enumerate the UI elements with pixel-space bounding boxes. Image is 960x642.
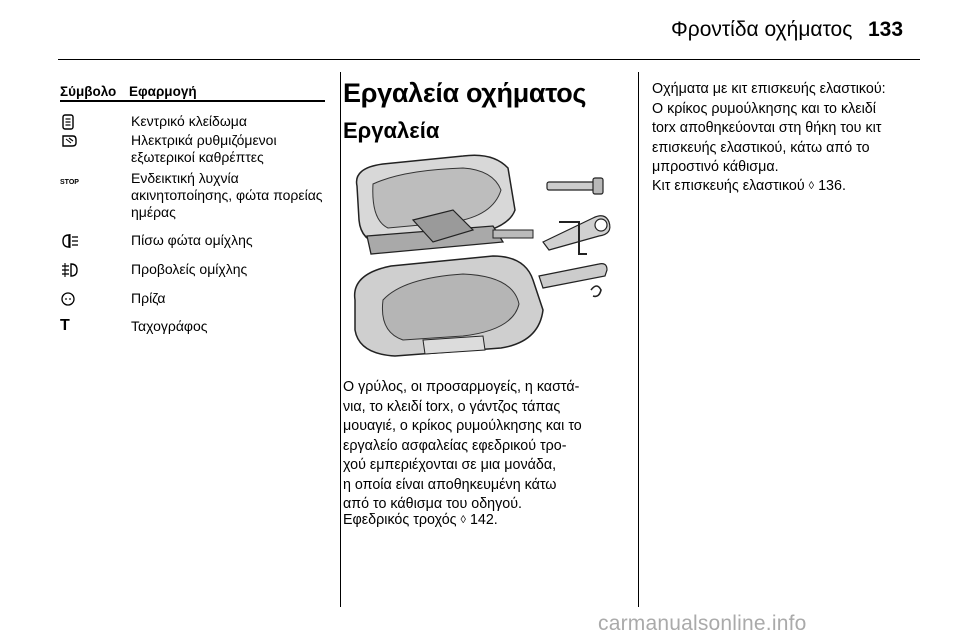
table-row-text: Πρίζα: [131, 290, 166, 306]
column-divider-right: [638, 72, 639, 607]
reference-text: Κιτ επισκευής ελαστικού: [652, 178, 805, 194]
paragraph-line: Οχήματα με κιτ επισκευής ελαστικού:: [652, 81, 886, 97]
table-row-text: Ενδεικτική λυχνία ακινητοποίησης, φώτα πορείας ημέρας: [131, 170, 323, 220]
paragraph-line: Ο κρίκος ρυμούλκησης και το κλειδί: [652, 100, 876, 117]
tachograph-icon: T: [60, 317, 70, 334]
tools-description: [343, 378, 628, 515]
table-row-text: Πίσω φώτα ομίχλης: [131, 232, 253, 248]
symbol-column-header: Σύμβολο: [60, 84, 117, 99]
header-divider: [58, 59, 920, 60]
section-subheading: Εργαλεία: [343, 118, 440, 143]
table-row-text: Προβολείς ομίχλης: [131, 261, 248, 277]
electric-mirror-icon: [60, 133, 82, 149]
reference-page: 142.: [469, 512, 498, 528]
section-heading: Εργαλεία οχήματος: [343, 78, 587, 108]
caption-line: από το κάθισμα του οδηγού.: [343, 496, 523, 512]
reference-text: Εφεδρικός τροχός: [343, 512, 457, 528]
paragraph-line: επισκευής ελαστικού, κάτω από το: [652, 139, 870, 156]
column-divider-left: [340, 72, 341, 607]
caption-line: μουαγιέ, ο κρίκος ρυμούλκησης και το: [343, 418, 582, 434]
table-row-text: Ταχογράφος: [131, 318, 208, 334]
page-number: 133: [868, 18, 904, 41]
page-header-title: Φροντίδα οχήματος: [671, 18, 853, 41]
spare-wheel-reference[interactable]: [343, 511, 628, 531]
tyre-repair-kit-description: [652, 80, 932, 178]
symbol-table-rule: [60, 100, 325, 102]
caption-line: χού εμπεριέχονται σε μια μονάδα,: [343, 457, 557, 473]
socket-icon: [60, 291, 82, 307]
caption-line: η οποία είναι αποθηκευμένη κάτω: [343, 476, 557, 493]
caption-line: Ο γρύλος, οι προσαρμογείς, η καστά-: [343, 379, 580, 395]
table-row-text: Κεντρικό κλείδωμα: [131, 113, 247, 129]
table-row-text: Ηλεκτρικά ρυθμιζόμενοι εξωτερικοί καθρέπτες: [131, 132, 277, 165]
rear-fog-light-icon: [60, 233, 82, 249]
central-lock-icon: [60, 114, 82, 130]
watermark: carmanualsonline.info: [598, 612, 807, 635]
paragraph-line: μπροστινό κάθισμα.: [652, 159, 779, 175]
reference-page: 136.: [818, 178, 846, 194]
application-column-header: Εφαρμογή: [129, 84, 197, 99]
vehicle-tools-illustration: [343, 150, 623, 362]
reference-arrow-icon: ◊: [460, 514, 466, 526]
stop-icon: STOP: [60, 179, 79, 186]
paragraph-line: torx αποθηκεύονται στη θήκη του κιτ: [652, 120, 882, 136]
caption-line: νια, το κλειδί torx, ο γάντζος τάπας: [343, 398, 561, 415]
front-fog-light-icon: [60, 262, 82, 278]
caption-line: εργαλείο ασφαλείας εφεδρικού τρο-: [343, 437, 567, 454]
tyre-repair-kit-reference[interactable]: [652, 177, 932, 197]
reference-arrow-icon: ◊: [808, 180, 815, 192]
